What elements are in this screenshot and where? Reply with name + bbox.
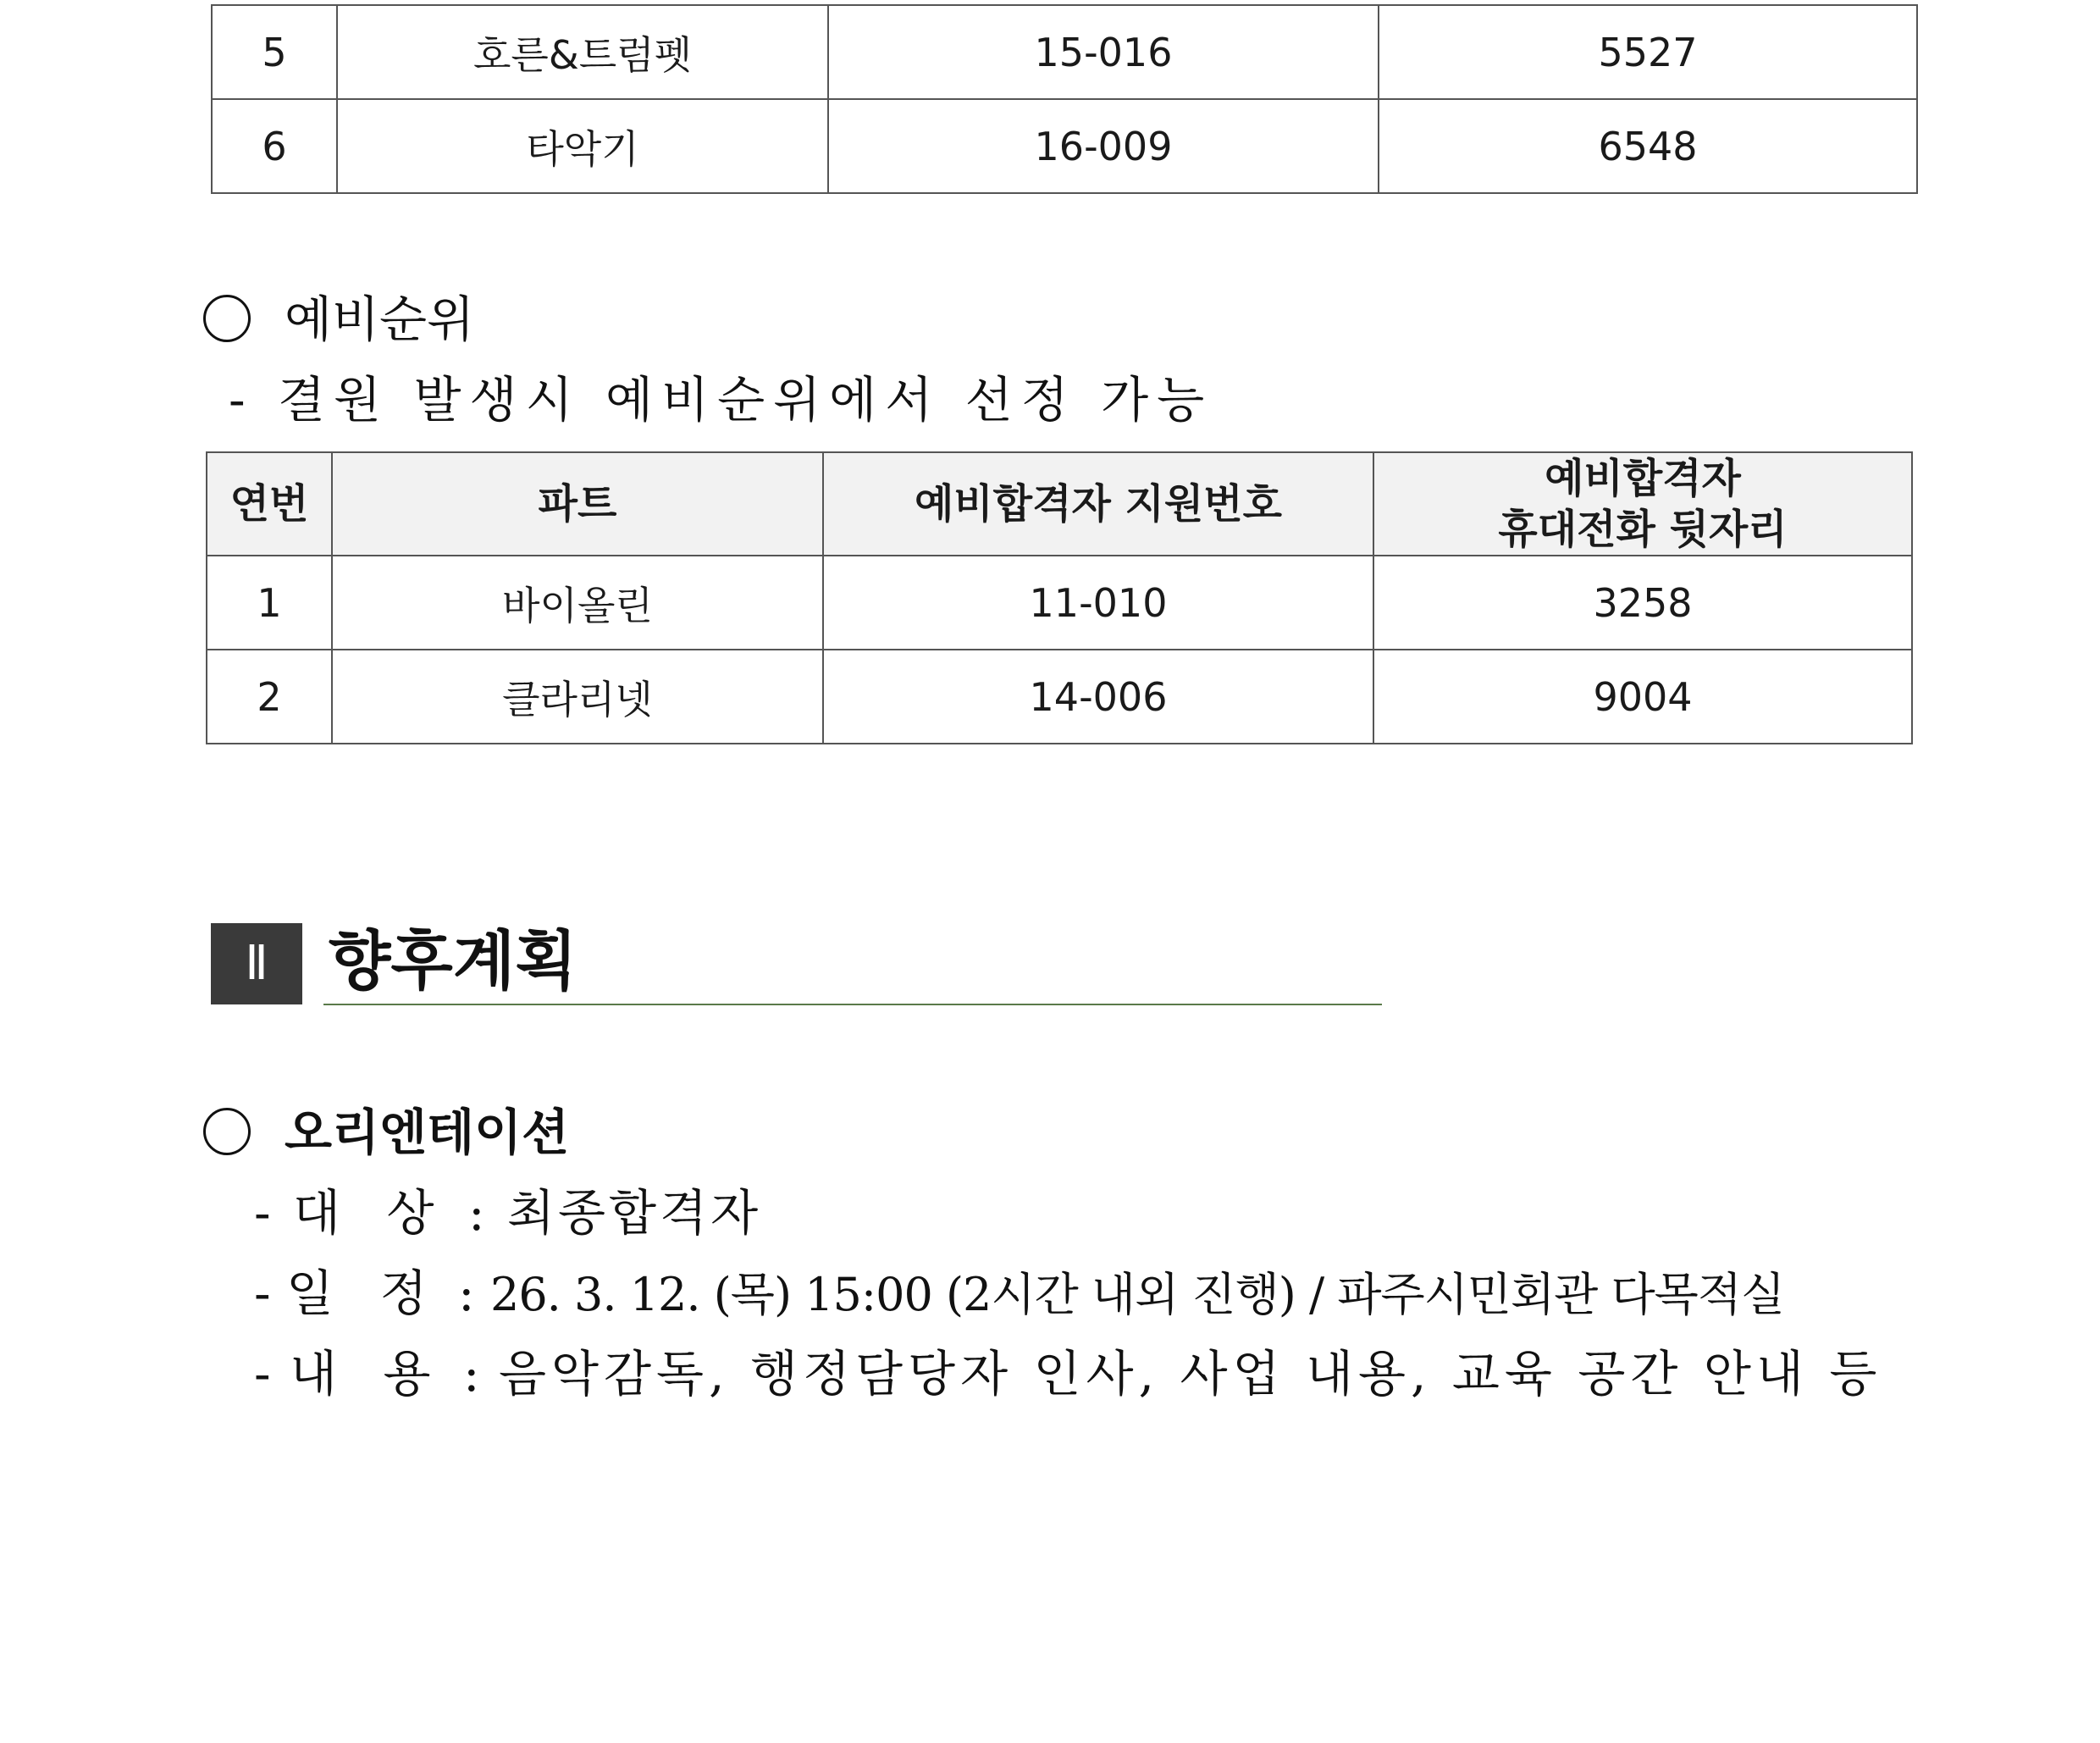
cell-phone: 6548 — [1379, 99, 1917, 193]
header-number: 예비합격자 지원번호 — [823, 452, 1373, 556]
cell-part: 호른&트럼펫 — [337, 5, 828, 99]
section-number-badge: Ⅱ — [211, 923, 302, 1004]
orientation-item — [254, 1173, 761, 1244]
reserve-note: - 결원 발생시 예비순위에서 선정 가능 — [229, 371, 1213, 429]
item-label: 내 용 — [290, 1345, 446, 1403]
cell-number: 15-016 — [828, 5, 1379, 99]
cell-no: 1 — [207, 556, 332, 650]
header-no: 연번 — [207, 452, 332, 556]
cell-part: 바이올린 — [332, 556, 823, 650]
cell-number: 11-010 — [823, 556, 1373, 650]
cell-part: 타악기 — [337, 99, 828, 193]
reserve-table — [206, 451, 1913, 744]
cell-phone: 5527 — [1379, 5, 1917, 99]
item-label: 일 정 — [286, 1264, 443, 1322]
cell-number: 14-006 — [823, 650, 1373, 744]
item-dash: - — [254, 1345, 273, 1403]
table-header-row — [207, 452, 1912, 556]
table-row — [212, 99, 1917, 193]
header-phone-line2: 휴대전화 뒷자리 — [1498, 506, 1788, 553]
orientation-heading-text: 오리엔테이션 — [285, 1104, 570, 1161]
item-separator: : — [467, 1184, 489, 1242]
circle-bullet-icon — [203, 1108, 251, 1155]
cell-no: 2 — [207, 650, 332, 744]
orientation-item — [254, 1334, 1882, 1405]
table-row — [207, 556, 1912, 650]
cell-phone: 3258 — [1373, 556, 1912, 650]
cell-phone: 9004 — [1373, 650, 1912, 744]
table-row — [212, 5, 1917, 99]
reserve-heading — [203, 279, 474, 351]
item-dash: - — [254, 1184, 274, 1242]
item-value: 26. 3. 12. (목) 15:00 (2시간 내외 진행) / 파주시민회관 다목적실 — [489, 1268, 1785, 1321]
cell-part: 클라리넷 — [332, 650, 823, 744]
item-dash: - — [254, 1264, 271, 1322]
cell-number: 16-009 — [828, 99, 1379, 193]
circle-bullet-icon — [203, 295, 251, 342]
table-row — [207, 650, 1912, 744]
item-value: 최종합격자 — [506, 1184, 762, 1242]
cell-no: 6 — [212, 99, 337, 193]
header-phone — [1373, 452, 1912, 556]
header-phone-line1: 예비합격자 — [1545, 455, 1741, 502]
reserve-heading-text: 예비순위 — [285, 290, 475, 348]
cell-no: 5 — [212, 5, 337, 99]
section-title: 향후계획 — [329, 923, 578, 999]
final-list-table — [211, 4, 1918, 194]
item-value: 음악감독, 행정담당자 인사, 사업 내용, 교육 공간 안내 등 — [498, 1345, 1882, 1403]
item-separator: : — [462, 1345, 482, 1403]
orientation-item — [254, 1253, 1784, 1325]
section-underline — [323, 1004, 1382, 1005]
item-label: 대 상 — [293, 1184, 450, 1242]
item-separator: : — [457, 1264, 475, 1322]
header-part: 파트 — [332, 452, 823, 556]
orientation-heading — [203, 1093, 569, 1164]
